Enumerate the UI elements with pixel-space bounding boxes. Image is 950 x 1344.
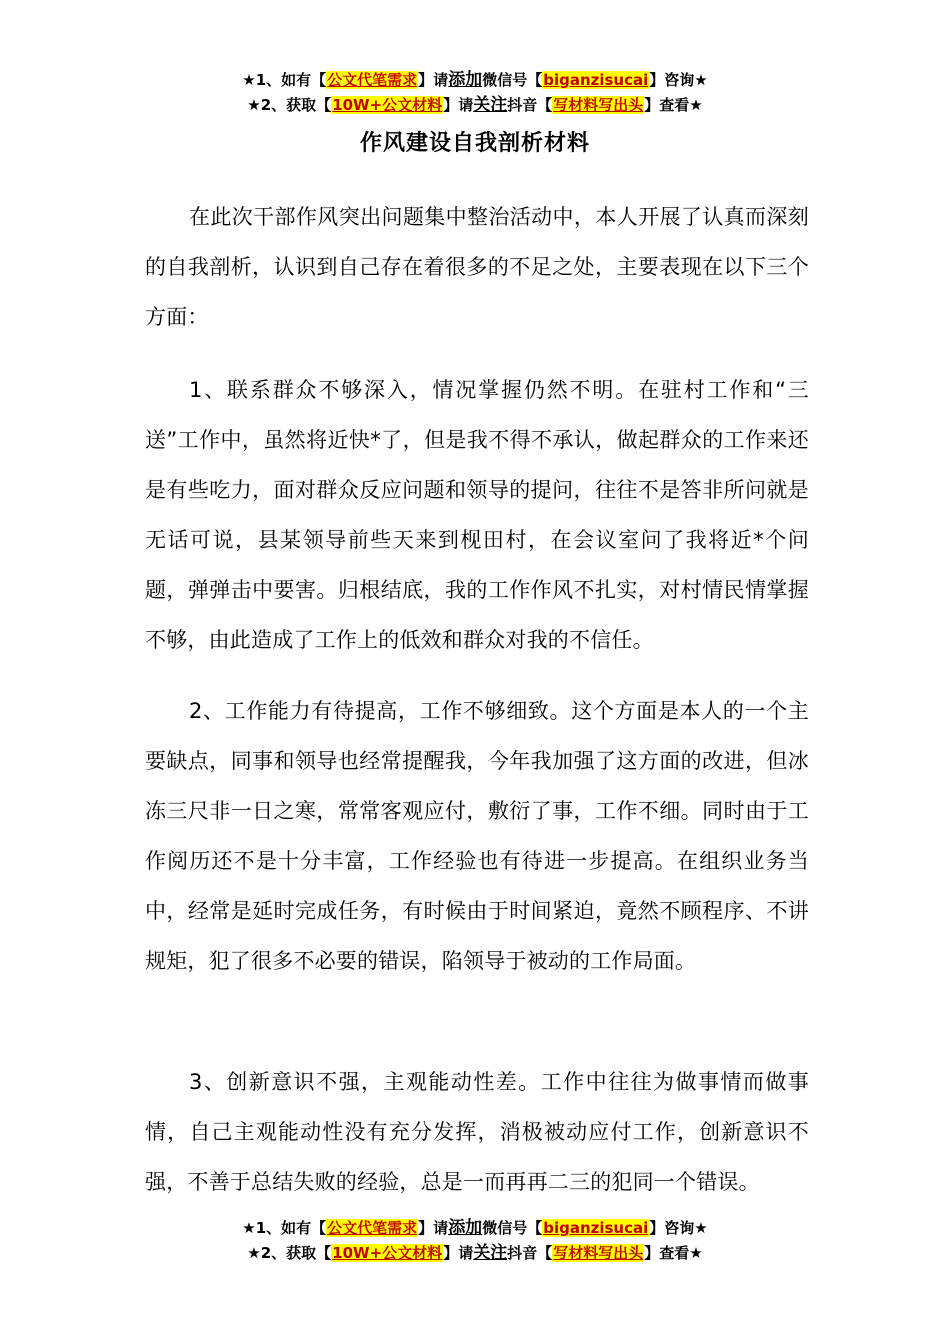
banner-highlight: 写材料写出头: [553, 1244, 644, 1262]
banner-line-2: [0, 1241, 950, 1266]
banner-line-1: [0, 1216, 950, 1241]
paragraph-text: 1、联系群众不够深入，情况掌握仍然不明。在驻村工作和“三送”工作中，虽然将近快*了，但是我不得不承认，做起群众的工作来还是有些吃力，面对群众反应问题和领导的提问，往往不是答非所问就是无话可说，县某领导前些天来到枧田村，在会议室问了我将近*个问题，弹弹击中要害。归根结底，我的工作作风不扎实，对村情民情掌握不够，由此造成了工作上的低效和群众对我的不信任。: [145, 378, 809, 652]
banner-text: 微信号【: [482, 1219, 543, 1237]
banner-emphasis: 添加: [448, 1218, 483, 1238]
banner-text: ★2、获取【: [247, 1244, 332, 1262]
banner-highlight: biganzisucai: [543, 1219, 649, 1237]
banner-highlight: 写材料写出头: [553, 96, 644, 114]
paragraph-point-1: [145, 365, 809, 665]
banner-highlight: 公文代笔需求: [327, 71, 418, 89]
header-banner: [0, 68, 950, 118]
banner-text: 】请: [443, 1244, 474, 1262]
banner-line-2: [0, 93, 950, 118]
banner-text: 】咨询★: [649, 71, 708, 89]
banner-highlight: 10W+公文材料: [332, 96, 443, 114]
banner-text: 】查看★: [644, 1244, 703, 1262]
banner-text: 抖音【: [507, 96, 553, 114]
banner-highlight: 公文代笔需求: [327, 1219, 418, 1237]
paragraph-text: 在此次干部作风突出问题集中整治活动中，本人开展了认真而深刻的自我剖析，认识到自己存在着很多的不足之处，主要表现在以下三个方面：: [145, 205, 809, 329]
banner-text: 】请: [418, 71, 449, 89]
paragraph-text: 2、工作能力有待提高，工作不够细致。这个方面是本人的一个主要缺点，同事和领导也经常提醒我，今年我加强了这方面的改进，但冰冻三尺非一日之寒，常常客观应付，敷衍了事，工作不细。同时由于工作阅历还不是十分丰富，工作经验也有待进一步提高。在组织业务当中，经常是延时完成任务，有时候由于时间紧迫，竟然不顾程序、不讲规矩，犯了很多不必要的错误，陷领导于被动的工作局面。: [145, 699, 809, 973]
banner-text: 抖音【: [507, 1244, 553, 1262]
banner-highlight: 10W+公文材料: [332, 1244, 443, 1262]
banner-line-1: [0, 68, 950, 93]
banner-emphasis: 关注: [473, 95, 508, 115]
banner-text: 微信号【: [482, 71, 543, 89]
paragraph-point-2: [145, 686, 809, 986]
banner-emphasis: 添加: [448, 70, 483, 90]
banner-text: 】请: [418, 1219, 449, 1237]
banner-text: 】请: [443, 96, 474, 114]
banner-text: ★1、如有【: [242, 71, 327, 89]
banner-text: 】咨询★: [649, 1219, 708, 1237]
paragraph-point-3: [145, 1057, 809, 1207]
banner-emphasis: 关注: [473, 1243, 508, 1263]
paragraph-intro: [145, 192, 809, 342]
banner-highlight: biganzisucai: [543, 71, 649, 89]
document-title: 作风建设自我剖析材料: [359, 131, 590, 156]
paragraph-text: 3、创新意识不强，主观能动性差。工作中往往为做事情而做事情，自己主观能动性没有充分发挥，消极被动应付工作，创新意识不强，不善于总结失败的经验，总是一而再再二三的犯同一个错误。: [145, 1070, 809, 1194]
banner-text: ★2、获取【: [247, 96, 332, 114]
banner-text: ★1、如有【: [242, 1219, 327, 1237]
banner-text: 】查看★: [644, 96, 703, 114]
footer-banner: [0, 1216, 950, 1266]
